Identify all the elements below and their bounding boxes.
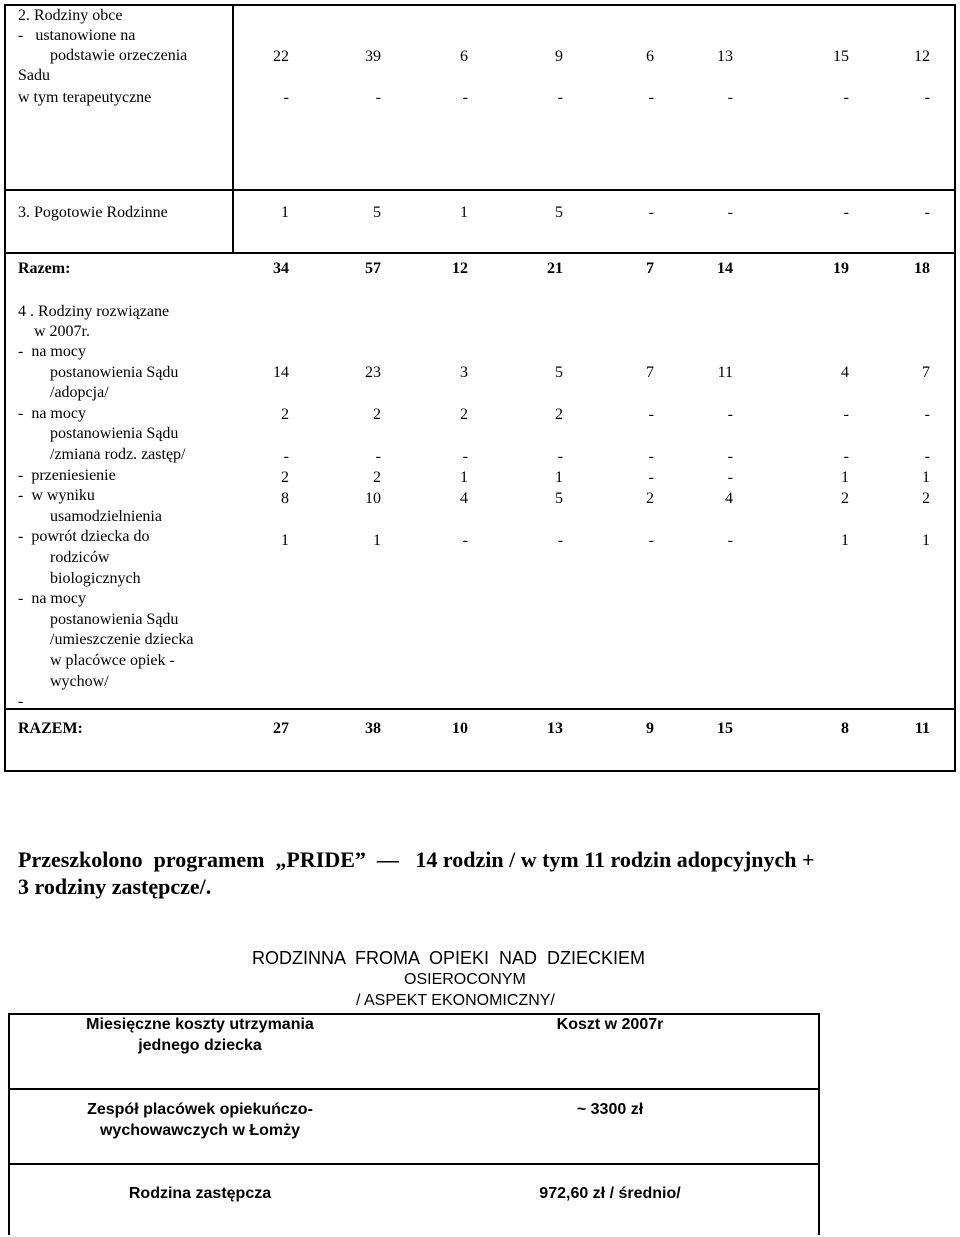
table-cell: - [648, 532, 654, 549]
section-4-label: /zmiana rodz. zastęp/ [50, 446, 186, 463]
column-divider [232, 6, 234, 254]
section-4-label: wychow/ [50, 672, 109, 690]
table-cell: 7 [646, 364, 654, 381]
table-cell: 22 [273, 48, 289, 65]
table-cell: 15 [833, 48, 849, 65]
table-cell: 2 [922, 490, 930, 507]
table-cell: 6 [460, 48, 468, 65]
table-cell: 2 [373, 406, 381, 423]
table-cell: - [924, 448, 930, 465]
table-cell: 2 [373, 469, 381, 486]
table-cell: 10 [365, 490, 381, 507]
table-cell: 34 [273, 260, 289, 277]
section-heading: RODZINNA FROMA OPIEKI NAD DZIECKIEM [252, 948, 646, 968]
section-4-label: - na mocy [18, 404, 86, 422]
section-4-label: - [18, 693, 24, 711]
table-cell: 9 [646, 720, 654, 737]
table-cell: 2 [555, 406, 563, 423]
section-2-item: - ustanowione na [18, 27, 136, 44]
razem-total-label: RAZEM: [18, 720, 83, 737]
table-cell: 2 [646, 490, 654, 507]
table-cell: - [727, 448, 733, 465]
section-2-item: podstawie orzeczenia [50, 47, 188, 64]
cost-table-row-cost: 972,60 zł / średnio/ [539, 1185, 681, 1202]
table-cell: 11 [717, 364, 733, 381]
table-divider [6, 252, 954, 254]
table-cell: 5 [555, 490, 563, 507]
table-cell: 18 [914, 260, 930, 277]
section-4-label: /adopcja/ [50, 384, 109, 402]
table-cell: - [648, 469, 654, 486]
table-cell: 3 [460, 364, 468, 381]
table-cell: - [557, 532, 563, 549]
section-3-title: 3. Pogotowie Rodzinne [18, 204, 168, 221]
cost-table-row-name: Zespół placówek opiekuńczo-wychowawczych w Łomży [87, 1101, 313, 1139]
table-cell: - [924, 406, 930, 423]
table-cell: 2 [460, 406, 468, 423]
table-cell: - [462, 532, 468, 549]
table-cell: - [727, 89, 733, 106]
table-cell: 5 [555, 364, 563, 381]
table-divider [6, 189, 954, 191]
table-cell: 13 [717, 48, 733, 65]
section-2-item: Sadu [18, 67, 50, 84]
table-cell: - [462, 89, 468, 106]
table-cell: 1 [555, 469, 563, 486]
table-cell: - [648, 204, 654, 221]
table-cell: 1 [922, 532, 930, 549]
table-cell: - [283, 89, 289, 106]
cost-table-row-cost: ~ 3300 zł [576, 1101, 644, 1118]
table-cell: 27 [273, 720, 289, 737]
table-cell: - [462, 448, 468, 465]
table-cell: - [924, 204, 930, 221]
pride-note-line2: 3 rodziny zastępcze/. [18, 874, 212, 899]
table-cell: - [375, 448, 381, 465]
table-cell: 12 [452, 260, 468, 277]
table-cell: 4 [841, 364, 849, 381]
section-4-label: rodziców [50, 549, 110, 566]
table-cell: - [727, 469, 733, 486]
table-cell: 15 [717, 720, 733, 737]
table-cell: 5 [373, 204, 381, 221]
table-cell: 8 [281, 490, 289, 507]
table-cell: 9 [555, 48, 563, 65]
table-cell: 39 [365, 48, 381, 65]
table-cell: 2 [281, 469, 289, 486]
table-cell: 2 [281, 406, 289, 423]
table-divider [6, 708, 954, 710]
table-cell: 7 [922, 364, 930, 381]
table-cell: - [557, 448, 563, 465]
table-cell: 14 [273, 364, 289, 381]
cost-table-header-1: Miesięczne koszty utrzymania jednego dziecka [86, 1016, 314, 1054]
table-cell: 1 [841, 532, 849, 549]
section-4-title-year: w 2007r. [34, 323, 90, 340]
table-cell: 57 [365, 260, 381, 277]
table-cell: - [843, 448, 849, 465]
table-cell: - [843, 204, 849, 221]
table-cell: - [375, 89, 381, 106]
table-cell: 1 [281, 532, 289, 549]
table-cell: 12 [914, 48, 930, 65]
table-cell: 1 [460, 204, 468, 221]
table-cell: 1 [460, 469, 468, 486]
table-cell: 2 [841, 490, 849, 507]
section-4-label: w placówce opiek - [50, 652, 175, 669]
section-2-title: 2. Rodziny obce [18, 7, 123, 24]
table-cell: 13 [547, 720, 563, 737]
cost-table-row-name: Rodzina zastępcza [128, 1185, 272, 1202]
pride-note [18, 845, 815, 875]
section-subheading-2: / ASPEKT EKONOMICZNY/ [356, 992, 555, 1009]
section-2-sub: w tym terapeutyczne [18, 89, 152, 106]
table-cell: - [648, 406, 654, 423]
pride-note-part2: 14 rodzin / w tym 11 rodzin adopcyjnych + [415, 847, 815, 872]
razem-label: Razem: [18, 260, 71, 277]
section-4-label: postanowienia Sądu [50, 610, 179, 628]
table-cell: 19 [833, 260, 849, 277]
table-cell: 11 [914, 720, 930, 737]
section-4-label: usamodzielnienia [50, 507, 162, 525]
section-4-title: 4 . Rodziny rozwiązane [18, 303, 170, 320]
table-cell: 4 [725, 490, 733, 507]
table-cell: - [648, 89, 654, 106]
table-cell: 23 [365, 364, 381, 381]
table-cell: 4 [460, 490, 468, 507]
section-4-label: - na mocy [18, 590, 86, 608]
section-4-label: - w wyniku [18, 487, 95, 505]
table-cell: 38 [365, 720, 381, 737]
table-cell: 8 [841, 720, 849, 737]
table-cell: 1 [281, 204, 289, 221]
table-cell: 1 [922, 469, 930, 486]
section-4-label: - przeniesienie [18, 466, 116, 484]
table-cell: 1 [841, 469, 849, 486]
table-cell: 5 [555, 204, 563, 221]
table-cell: 10 [452, 720, 468, 737]
section-subheading: OSIEROCONYM [404, 971, 526, 988]
table-cell: - [727, 406, 733, 423]
section-4-label: - na mocy [18, 343, 86, 360]
table-cell: 1 [373, 532, 381, 549]
table-cell: 21 [547, 260, 563, 277]
table-cell: - [843, 406, 849, 423]
section-4-label: /umieszczenie dziecka [50, 631, 194, 649]
table-cell: 6 [646, 48, 654, 65]
table-cell: 14 [717, 260, 733, 277]
pride-note-part1: Przeszkolono programem „PRIDE” — [18, 847, 399, 872]
section-4-label: postanowienia Sądu [50, 425, 179, 443]
table-cell: - [924, 89, 930, 106]
section-4-label: postanowienia Sądu [50, 363, 179, 381]
table-cell: - [557, 89, 563, 106]
section-4-label: - powrót dziecka do [18, 528, 150, 546]
table-cell: - [283, 448, 289, 465]
table-cell: - [727, 204, 733, 221]
table-cell: - [843, 89, 849, 106]
table-cell: - [648, 448, 654, 465]
table-cell: - [727, 532, 733, 549]
section-4-label: biologicznych [50, 569, 141, 587]
table-cell: 7 [646, 260, 654, 277]
cost-table-header-2: Koszt w 2007r [556, 1016, 664, 1033]
